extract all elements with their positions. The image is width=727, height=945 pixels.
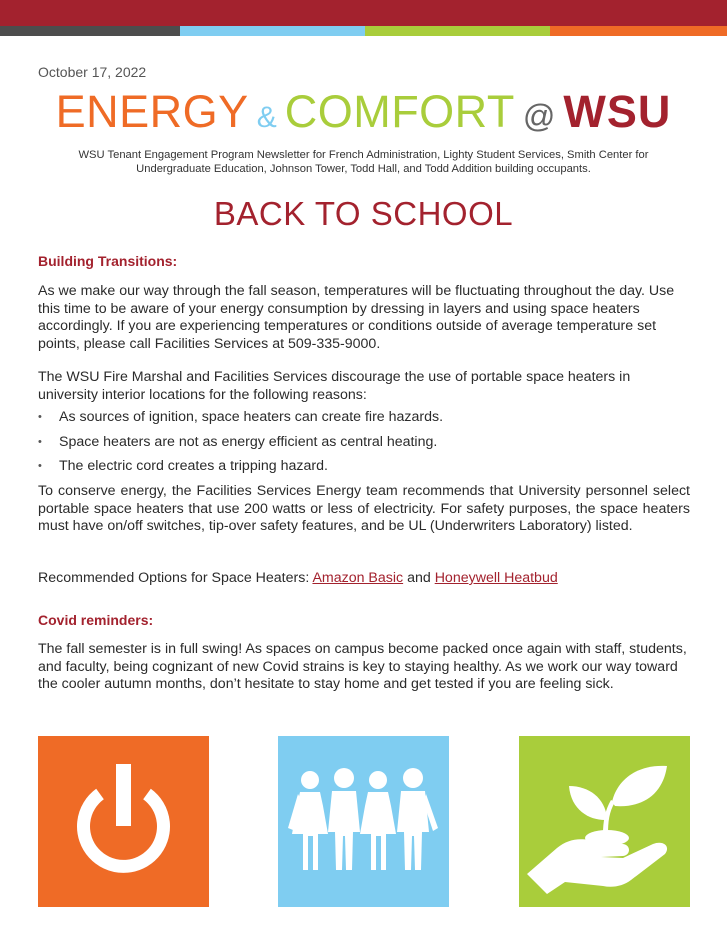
list-item: • As sources of ignition, space heaters can create fire hazards. xyxy=(38,409,690,434)
list-item: • Space heaters are not as energy efficient as central heating. xyxy=(38,434,690,459)
masthead-wsu: WSU xyxy=(563,86,672,137)
masthead-comfort: COMFORT xyxy=(284,86,515,137)
power-icon xyxy=(38,736,209,907)
paragraph-conserve-energy: To conserve energy, the Facilities Services Energy team recommends that University personnel select portable space heaters that use 200 watts or less of electricity. For safety purposes, the space heaters must have on/off switches, tip-over safety features, and be UL (Underwriters Laboratory) listed. xyxy=(38,483,690,534)
plant-in-hand-icon xyxy=(519,736,690,907)
masthead-title xyxy=(0,86,727,144)
people-icon xyxy=(278,736,449,907)
newsletter-date: October 17, 2022 xyxy=(38,64,147,80)
recommended-options xyxy=(38,570,690,588)
masthead-at: @ xyxy=(522,98,556,134)
top-banner-bar xyxy=(0,0,727,26)
page-headline: BACK TO SCHOOL xyxy=(213,195,514,232)
paragraph-covid: The fall semester is in full swing! As spaces on campus become packed once again with staff, students, and faculty, being cognizant of new Covid strains is key to staying healthy. As we work our way toward the cooler autumn months, don’t hesitate to stay home and get tested if you are feeling sick. xyxy=(38,641,687,692)
stripe-blue xyxy=(180,26,365,36)
masthead-energy: ENERGY xyxy=(55,86,249,137)
stripe-gray xyxy=(0,26,180,36)
reasons-list xyxy=(38,409,690,483)
amazon-basic-link[interactable]: Amazon Basic xyxy=(312,570,404,586)
section-title-building-transitions: Building Transitions: xyxy=(38,253,178,269)
paragraph-space-heaters: The WSU Fire Marshal and Facilities Services discourage the use of portable space heaters in university interior locations for the following reasons: xyxy=(38,369,631,403)
people-tile xyxy=(278,736,449,907)
plant-tile xyxy=(519,736,690,907)
stripe-green xyxy=(365,26,550,36)
options-label: Recommended Options for Space Heaters: xyxy=(38,570,313,586)
stripe-orange xyxy=(550,26,727,36)
honeywell-heatbud-link[interactable]: Honeywell Heatbud xyxy=(434,570,558,586)
masthead-amp: & xyxy=(256,101,277,134)
options-join: and xyxy=(403,570,435,586)
newsletter-subtitle: WSU Tenant Engagement Program Newsletter for French Administration, Lighty Student Services, Smith Center for Undergraduate Education, Johnson Tower, Todd Hall, and Todd Addition building occupants. xyxy=(78,149,649,175)
section-title-covid: Covid reminders: xyxy=(38,612,154,628)
list-item: • The electric cord creates a tripping hazard. xyxy=(38,458,690,483)
power-tile xyxy=(38,736,209,907)
paragraph-temperatures: As we make our way through the fall season, temperatures will be fluctuating throughout the day. Use this time to be aware of your energy consumption by dressing in layers and using space heaters accordingly. If you are experiencing temperatures or conditions outside of average temperature set points, please call Facilities Services at 509-335-9000. xyxy=(38,283,675,352)
